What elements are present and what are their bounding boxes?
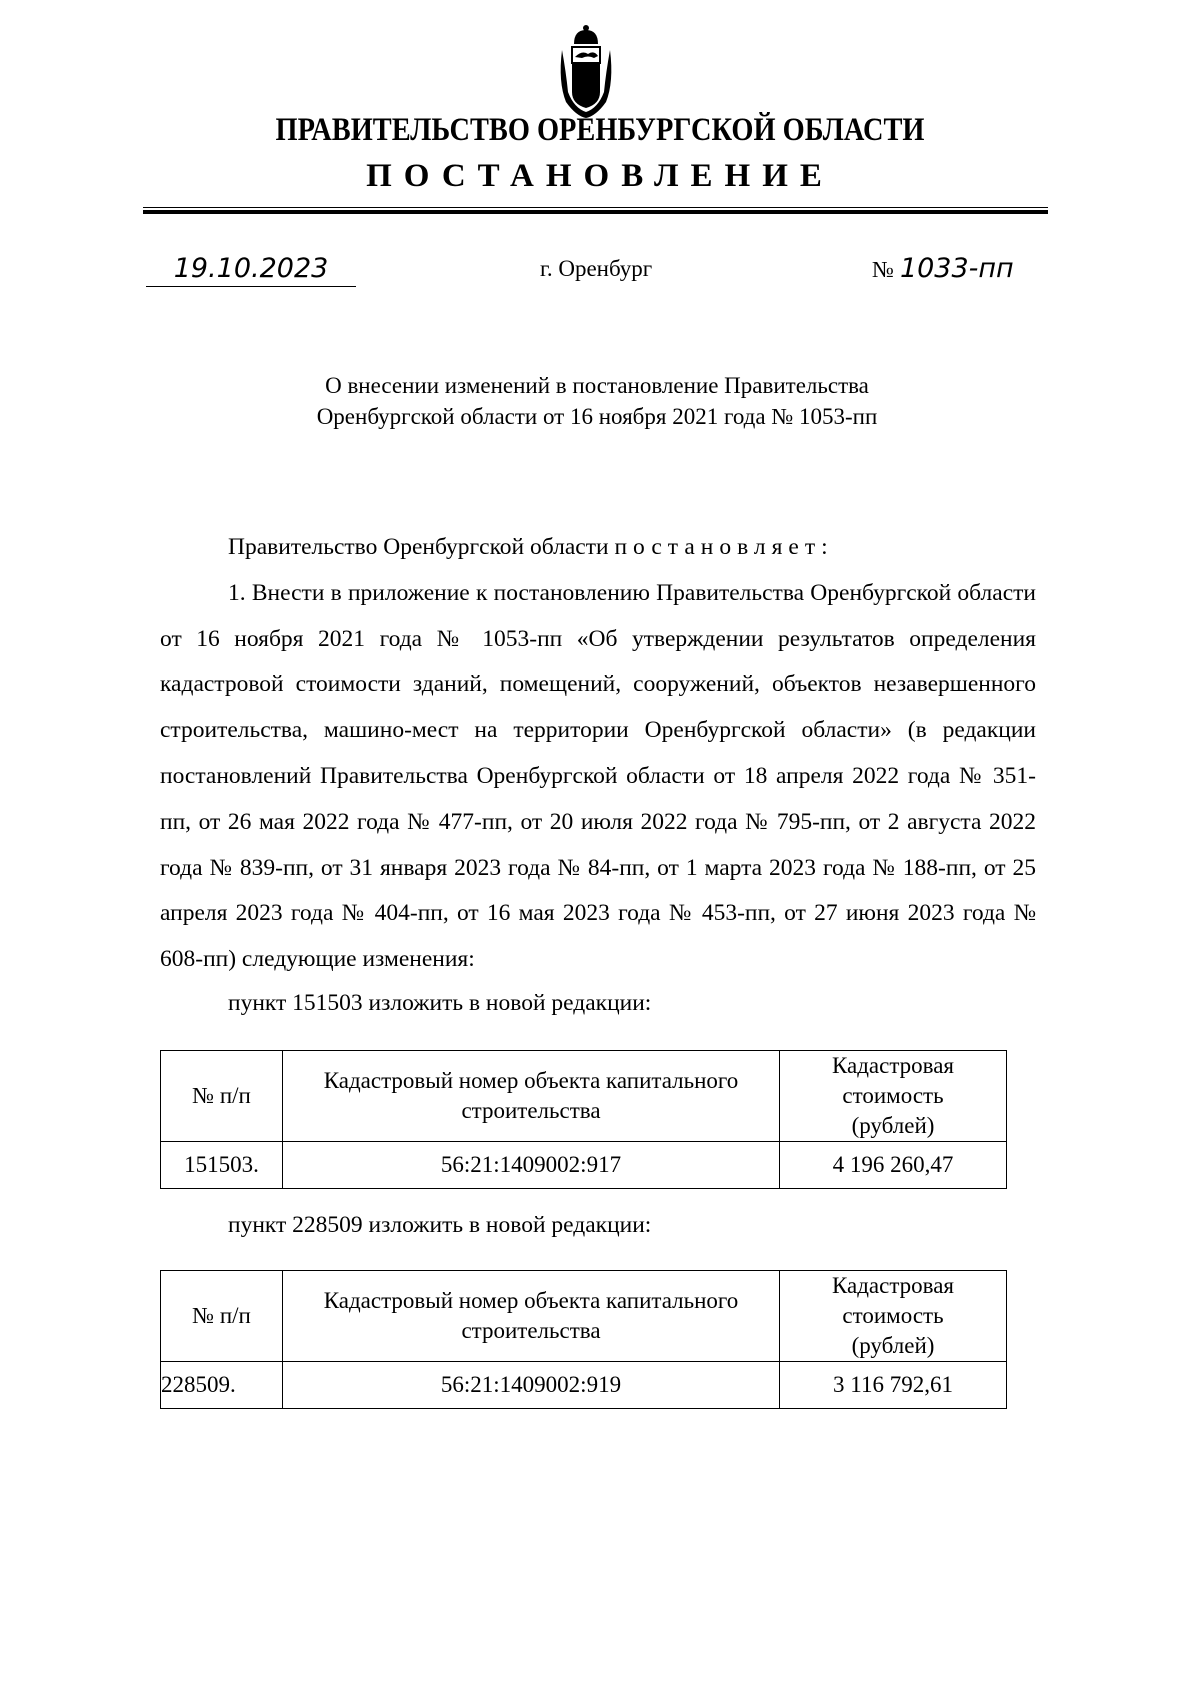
item-1: 1. Внести в приложение к постановлению Правительства Оренбургской области от 16 ноября 2021 года № 1053-пп «Об утверждении результатов определения кадастровой стоимости зданий, помещений, сооружений, объектов незавершенного строительства, машино-мест на территории Оренбургской области» (в редакции постановлений Правительства Оренбургской области от 18 апреля 2022 года № 351-пп, от 26 мая 2022 года № 477-пп, от 20 июля 2022 года № 795-пп, от 2 августа 2022 года № 839-пп, от 31 января 2023 года № 84-пп, от 1 марта 2023 года № 188-пп, от 25 апреля 2023 года № 404-пп, от 16 мая 2023 года № 453-пп, от 27 июня 2023 года № 608-пп) следующие изменения:: [160, 579, 1036, 973]
document-type-title: ПОСТАНОВЛЕНИЕ: [366, 158, 834, 194]
header-rule-thin: [143, 207, 1048, 208]
document-body: [160, 525, 1036, 983]
table-header-row: [161, 1271, 1007, 1362]
cadastral-number: 56:21:1409002:919: [283, 1362, 780, 1409]
section-intro: пункт 151503 изложить в новой редакции:: [228, 990, 652, 1016]
preamble: [160, 525, 1036, 571]
document-number: [872, 252, 1014, 287]
subject-line: Оренбургской области от 16 ноября 2021 года № 1053-пп: [316, 404, 878, 429]
cadastral-value: 4 196 260,47: [780, 1142, 1007, 1189]
table-row: [161, 1142, 1007, 1189]
document-date: 19.10.2023: [146, 252, 356, 287]
header-cell: Кадастровая стоимость (рублей): [780, 1271, 1007, 1362]
table-header-row: [161, 1051, 1007, 1142]
document-subject: [0, 370, 1194, 432]
cadastral-value: 3 116 792,61: [780, 1362, 1007, 1409]
row-number: 228509.: [161, 1362, 283, 1409]
header-cell: Кадастровый номер объекта капитального строительства: [283, 1271, 780, 1362]
coat-of-arms-emblem: [558, 22, 614, 120]
header-cell: Кадастровая стоимость (рублей): [780, 1051, 1007, 1142]
subject-line: О внесении изменений в постановление Правительства: [325, 373, 869, 398]
document-city: г. Оренбург: [540, 256, 653, 281]
preamble-text: Правительство Оренбургской области: [228, 534, 615, 560]
row-number: 151503.: [161, 1142, 283, 1189]
header-cell: № п/п: [161, 1051, 283, 1142]
header-rule-thick: [143, 210, 1048, 214]
section-intro: пункт 228509 изложить в новой редакции:: [228, 1212, 652, 1238]
cadastral-number: 56:21:1409002:917: [283, 1142, 780, 1189]
cadastral-table: [160, 1050, 1007, 1189]
preamble-verb: постановляет: [614, 534, 822, 560]
header-cell: Кадастровый номер объекта капитального строительства: [283, 1051, 780, 1142]
number-prefix: №: [872, 257, 894, 282]
number-value: 1033-пп: [899, 253, 1014, 284]
cadastral-table: [160, 1270, 1007, 1409]
organization-title: ПРАВИТЕЛЬСТВО ОРЕНБУРГСКОЙ ОБЛАСТИ: [275, 112, 925, 148]
header-cell: № п/п: [161, 1271, 283, 1362]
table-row: [161, 1362, 1007, 1409]
preamble-end: :: [821, 534, 828, 560]
